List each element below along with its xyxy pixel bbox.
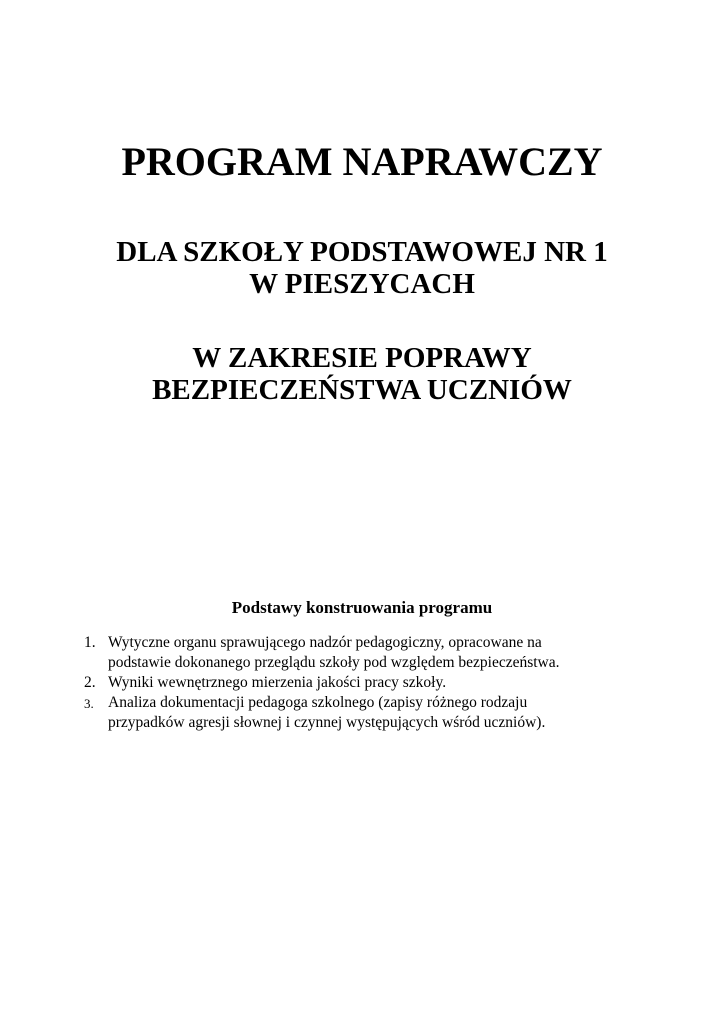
program-basis-section bbox=[0, 597, 724, 733]
list-item bbox=[84, 673, 644, 693]
document-title: PROGRAM NAPRAWCZY bbox=[121, 139, 603, 184]
list-item-number: 3. bbox=[84, 696, 94, 711]
basis-list bbox=[84, 633, 644, 733]
list-item bbox=[84, 693, 644, 733]
section-heading: Podstawy konstruowania programu bbox=[231, 598, 493, 617]
subtitle-scope-line-1: W ZAKRESIE POPRAWY bbox=[192, 342, 532, 374]
subtitle-school-line-2: W PIESZYCACH bbox=[249, 268, 475, 300]
list-item-text bbox=[108, 693, 644, 733]
list-item-line: Analiza dokumentacji pedagoga szkolnego (zapisy różnego rodzaju bbox=[108, 694, 528, 711]
list-item-line: Wytyczne organu sprawującego nadzór pedagogiczny, opracowane na bbox=[108, 634, 542, 651]
list-item-line: podstawie dokonanego przeglądu szkoły pod względem bezpieczeństwa. bbox=[108, 654, 560, 671]
document-subtitle-scope bbox=[0, 342, 724, 406]
list-item-text bbox=[108, 673, 644, 693]
list-item-number: 2. bbox=[84, 674, 96, 691]
list-item bbox=[84, 633, 644, 673]
subtitle-scope-line-2: BEZPIECZEŃSTWA UCZNIÓW bbox=[152, 374, 572, 406]
list-item-line: Wyniki wewnętrznego mierzenia jakości pracy szkoły. bbox=[108, 674, 447, 691]
title-block bbox=[0, 138, 724, 406]
list-item-line: przypadków agresji słownej i czynnej występujących wśród uczniów). bbox=[108, 714, 546, 731]
subtitle-school-line-1: DLA SZKOŁY PODSTAWOWEJ NR 1 bbox=[116, 236, 608, 268]
document-subtitle-school bbox=[0, 236, 724, 300]
list-item-number: 1. bbox=[84, 634, 96, 651]
list-item-text bbox=[108, 633, 644, 673]
